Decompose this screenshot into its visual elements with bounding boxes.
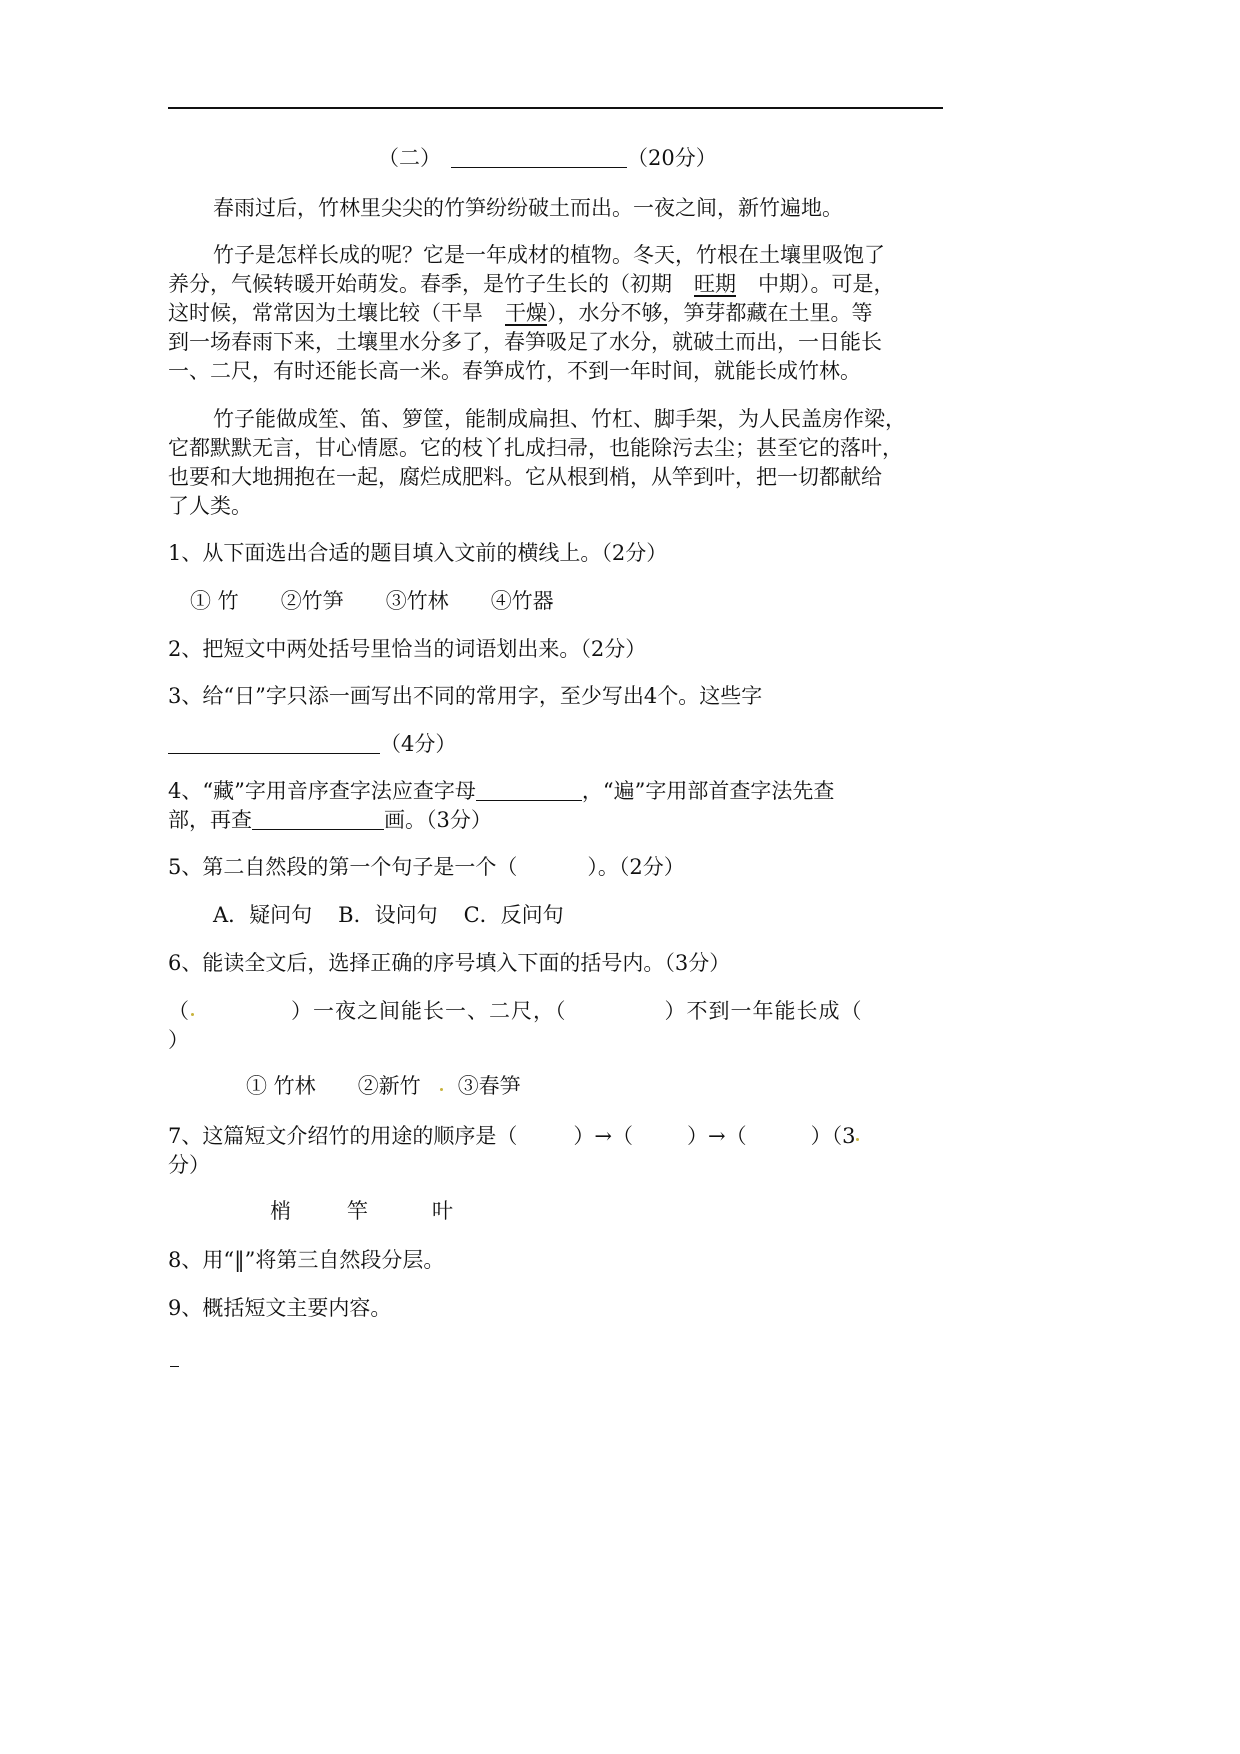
answer-blank[interactable] xyxy=(476,778,582,801)
question-3: 3、给“日”字只添一画写出不同的常用字，至少写出4个。这些字 xyxy=(168,684,763,708)
passage-p3-line-1: 竹子能做成笙、笛、箩筐，能制成扁担、竹杠、脚手架，为人民盖房作梁， xyxy=(213,407,906,431)
question-7-line-1: 7、这篇短文介绍竹的用途的顺序是（ ）→（ ）→（ ）（3 xyxy=(168,1121,860,1151)
question-1: 1、从下面选出合适的题目填入文前的横线上。（2分） xyxy=(168,541,668,565)
option-item: ②竹笋 xyxy=(280,589,344,613)
question-3-answer-line: （4分） xyxy=(168,729,456,759)
answer-blank[interactable] xyxy=(168,731,380,754)
passage-p2-line-2: 养分，气候转暖开始萌发。春季，是竹子生长的（初期 旺期 中期）。可是， xyxy=(168,272,895,296)
section-title xyxy=(378,143,717,173)
speck-mark xyxy=(191,1013,194,1016)
passage-p2-line-3: 这时候，常常因为土壤比较（干旱 干燥），水分不够，笋芽都藏在土里。等 xyxy=(168,301,873,325)
question-1-options xyxy=(190,586,554,616)
section-label: （二） xyxy=(378,146,441,170)
option-item: A．疑问句 xyxy=(213,903,313,927)
passage-p3-line-3: 也要和大地拥抱在一起，腐烂成肥料。它从根到梢，从竿到叶，把一切都献给 xyxy=(168,465,882,489)
word-item: 竿 xyxy=(347,1199,368,1223)
option-item: ① 竹林 xyxy=(246,1074,316,1098)
question-6: 6、能读全文后，选择正确的序号填入下面的括号内。（3分） xyxy=(168,951,731,975)
word-item: 梢 xyxy=(270,1199,291,1223)
question-5: 5、第二自然段的第一个句子是一个（ ）。（2分） xyxy=(168,855,685,879)
option-item: C．反问句 xyxy=(463,903,564,927)
stray-dash-mark xyxy=(170,1366,179,1367)
question-2: 2、把短文中两处括号里恰当的词语划出来。（2分） xyxy=(168,637,647,661)
section-score: （20分） xyxy=(627,146,717,170)
top-rule xyxy=(168,107,943,109)
option-item: ④竹器 xyxy=(490,589,554,613)
passage-p3-line-4: 了人类。 xyxy=(168,494,252,518)
question-4-line-1: 4、“藏”字用音序查字法应查字母 ，“遍”字用部首查字法先查 xyxy=(168,779,835,803)
passage-p2-line-5: 一、二尺，有时还能长高一米。春笋成竹，不到一年时间，就能长成竹林。 xyxy=(168,359,861,383)
passage-paragraph-1: 春雨过后，竹林里尖尖的竹笋纷纷破土而出。一夜之间，新竹遍地。 xyxy=(213,196,843,220)
word-item: 叶 xyxy=(432,1199,453,1223)
question-6-options xyxy=(246,1071,521,1101)
option-item: ③春笋 xyxy=(457,1074,521,1098)
speck-mark xyxy=(440,1088,443,1091)
question-7-line-2: 分） xyxy=(168,1153,210,1177)
question-8: 8、用“‖”将第三自然段分层。 xyxy=(168,1248,445,1272)
question-7-words xyxy=(270,1196,453,1226)
answer-blank[interactable] xyxy=(252,807,384,830)
question-6-line-1: （ ）一夜之间能长一、二尺，（ ）不到一年能长成（ xyxy=(168,999,863,1023)
question-9: 9、概括短文主要内容。 xyxy=(168,1296,392,1320)
option-item: ① 竹 xyxy=(190,589,239,613)
passage-p2-line-4: 到一场春雨下来，土壤里水分多了，春笋吸足了水分，就破土而出，一日能长 xyxy=(168,330,882,354)
passage-p2-line-1: 竹子是怎样长成的呢？它是一年成材的植物。冬天，竹根在土壤里吸饱了 xyxy=(213,243,885,267)
option-item: ③竹林 xyxy=(385,589,449,613)
option-item: B．设问句 xyxy=(338,903,438,927)
underlined-answer-wangqi: 旺期 xyxy=(694,272,736,296)
passage-p3-line-2: 它都默默无言，甘心情愿。它的枝丫扎成扫帚，也能除污去尘；甚至它的落叶， xyxy=(168,436,903,460)
title-blank[interactable] xyxy=(451,145,627,168)
speck-mark xyxy=(856,1138,859,1141)
option-item: ②新竹 xyxy=(357,1074,421,1098)
question-6-line-2: ） xyxy=(168,1028,189,1052)
question-4-line-2: 部，再查 画。（3分） xyxy=(168,808,492,832)
question-5-options xyxy=(213,900,564,930)
underlined-answer-ganzao: 干燥 xyxy=(505,301,547,325)
